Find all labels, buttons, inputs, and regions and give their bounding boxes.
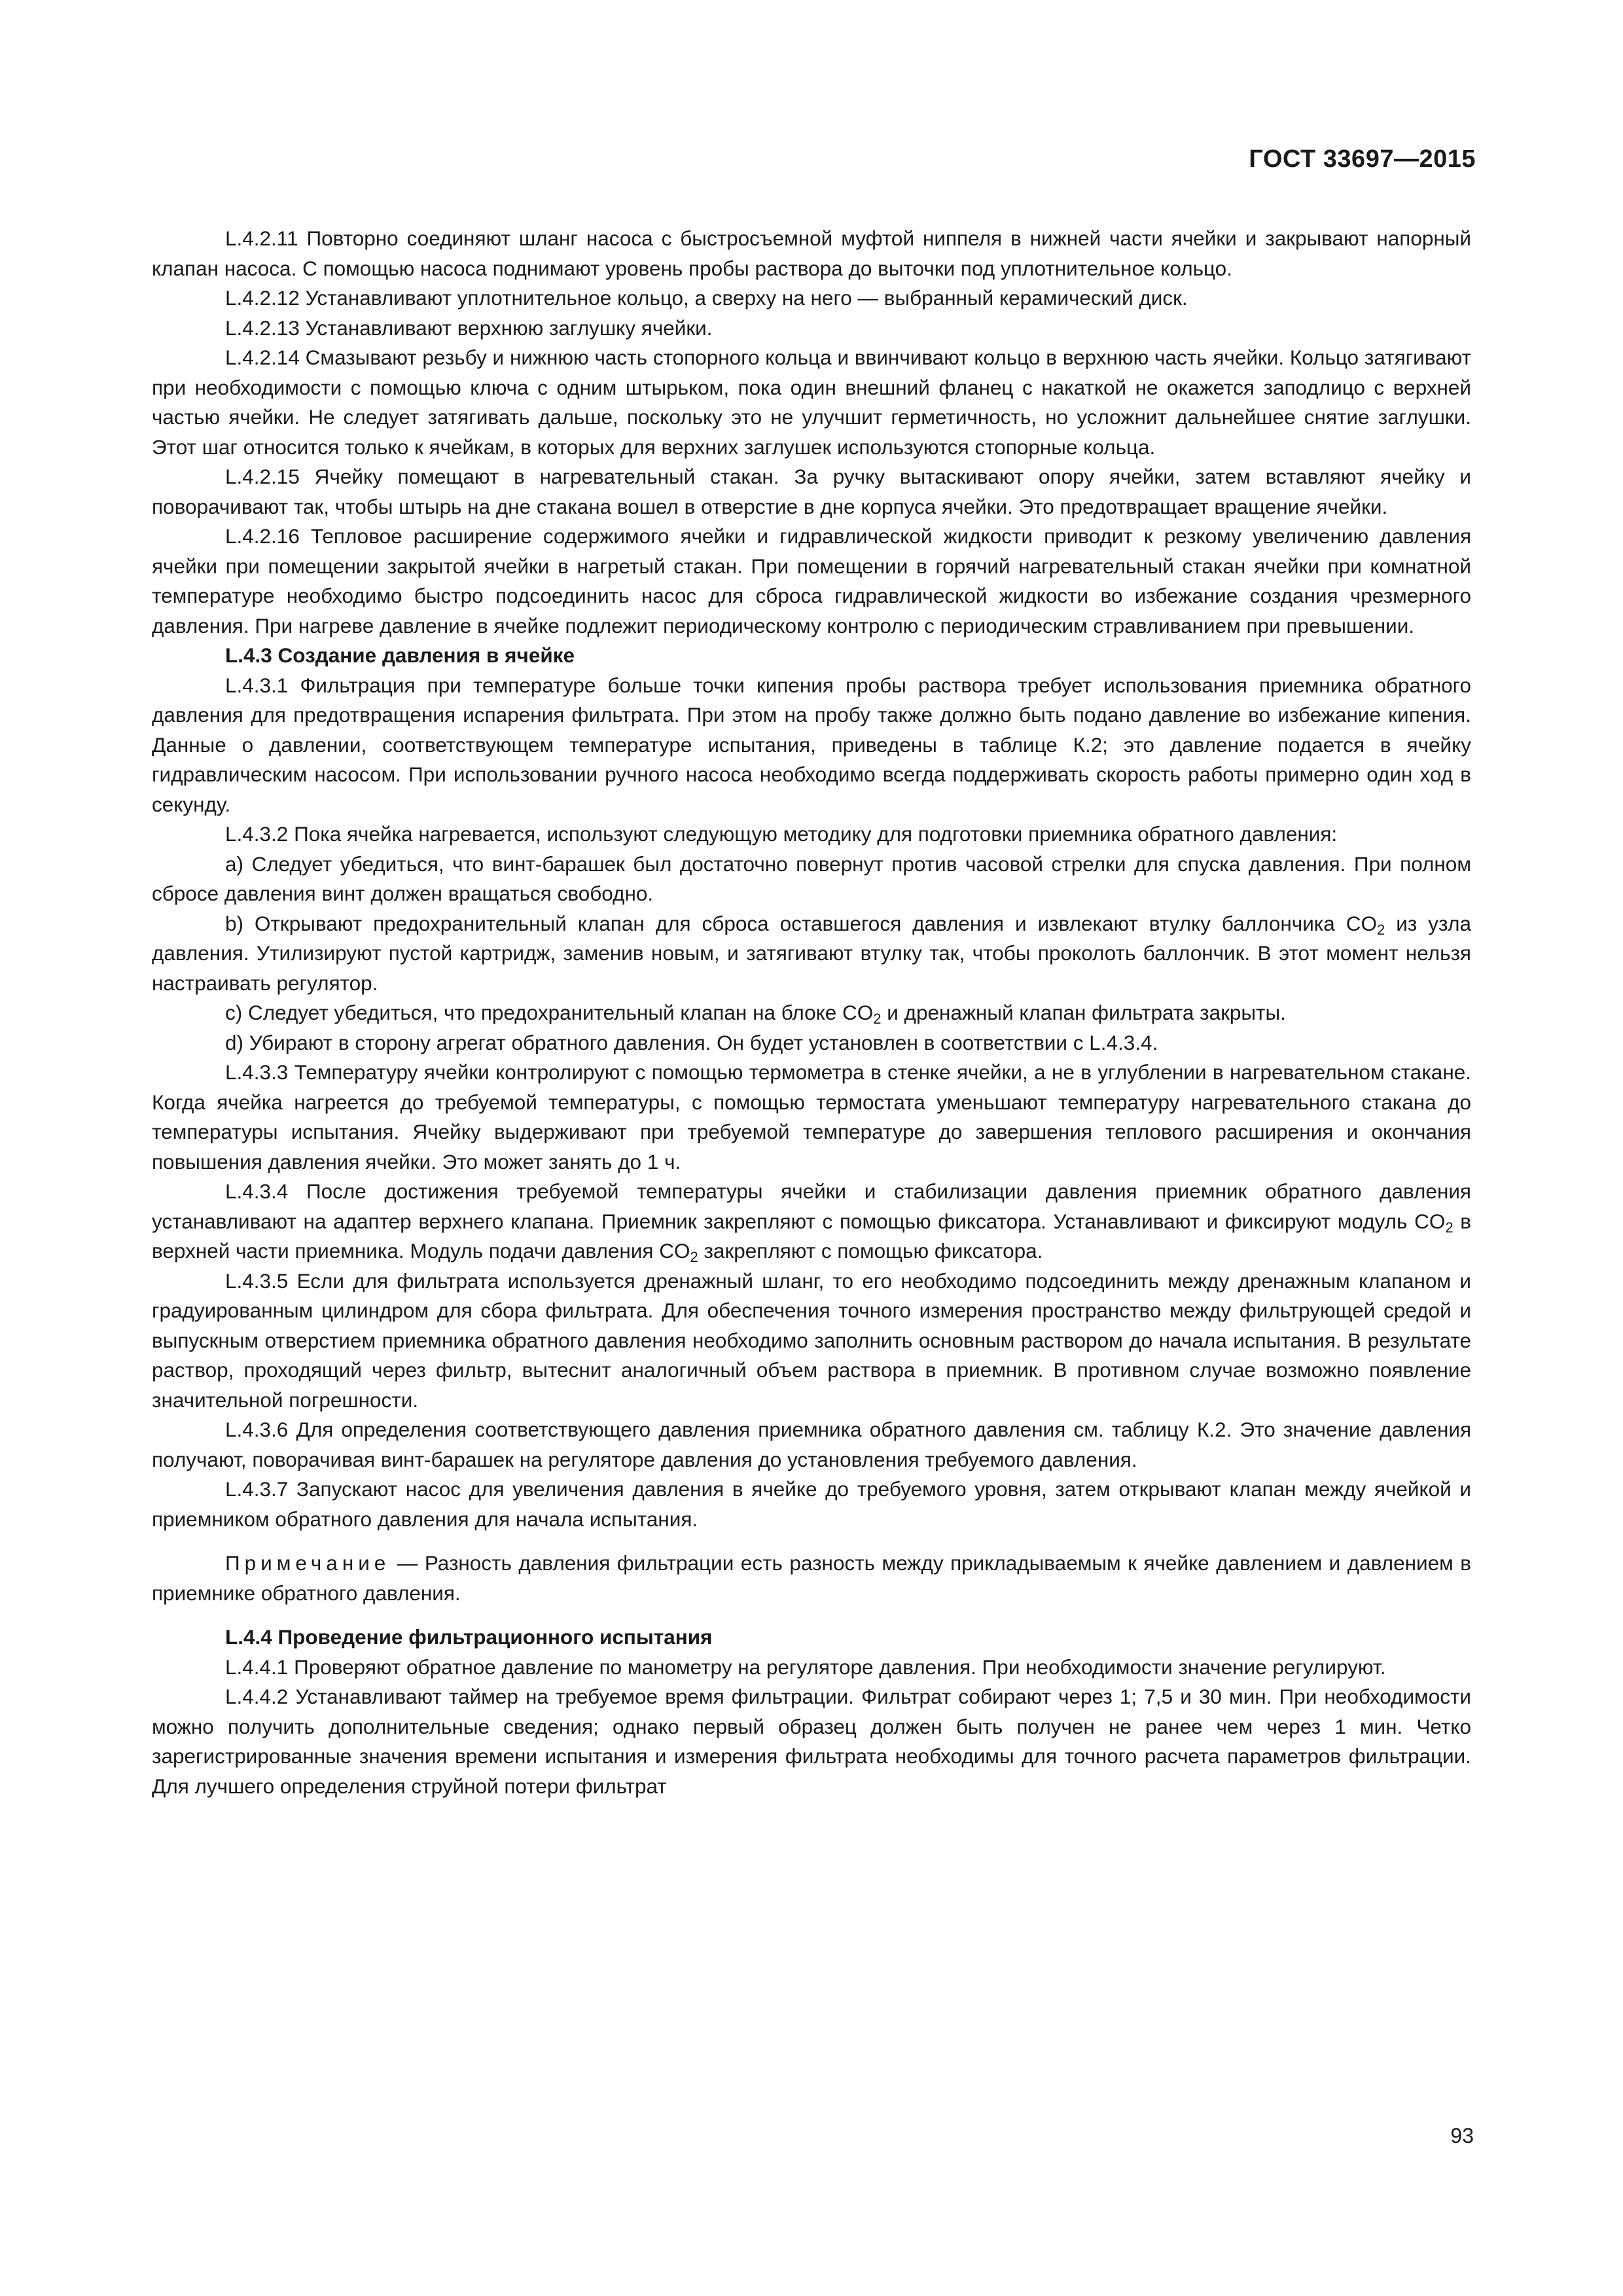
co2-subscript: 2 [1377, 921, 1385, 938]
paragraph-l-4-3-2: L.4.3.2 Пока ячейка нагревается, используют следующую методику для подготовки приемника обратного давления: [225, 822, 1338, 846]
paragraph-l-4-4-2: L.4.4.2 Устанавливают таймер на требуемое время фильтрации. Фильтрат собирают через 1; 7,5 и 30 мин. При необходимости можно получить дополнительные сведения; однако первый образец должен быть получен не ранее чем через 1 мин. Четко зарегистрированные значения времени испытания и измерения фильтрата необходимы для точного расчета параметров фильтрации. Для лучшего определения струйной потери фильтрат [152, 1685, 1471, 1798]
section-heading-l-4-3: L.4.3 Создание давления в ячейке [225, 643, 575, 667]
list-item-c-part-2: и дренажный клапан фильтрата закрыты. [881, 1001, 1286, 1024]
co2-subscript: 2 [873, 1011, 882, 1027]
co2-subscript: 2 [690, 1249, 698, 1265]
paragraph-l-4-3-7: L.4.3.7 Запускают насос для увеличения давления в ячейке до требуемого уровня, затем открывают клапан между ячейкой и приемником обратного давления для начала испытания. [152, 1477, 1471, 1531]
paragraph-l-4-2-13: L.4.2.13 Устанавливают верхнюю заглушку ячейки. [225, 315, 713, 340]
list-item-b [152, 909, 1471, 999]
paragraph-l-4-2-15: L.4.2.15 Ячейку помещают в нагревательный стакан. За ручку вытаскивают опору ячейки, затем вставляют ячейку и поворачивают так, чтобы штырь на дне стакана вошел в отверстие в дне корпуса ячейки. Это предотвращает вращение ячейки. [152, 465, 1471, 518]
paragraph-l-4-3-5: L.4.3.5 Если для фильтрата используется дренажный шланг, то его необходимо подсоединить между дренажным клапаном и градуированным цилиндром для сбора фильтрата. Для обеспечения точного измерения пространство между фильтрующей средой и выпускным отверстием приемника обратного давления необходимо заполнить основным раствором до начала испытания. В результате раствор, проходящий через фильтр, вытеснит аналогичный объем раствора в приемник. В противном случае возможно появление значительной погрешности. [152, 1268, 1471, 1412]
list-item-b-part-1: b) Открывают предохранительный клапан для сброса оставшегося давления и извлекают втулку баллончика CO [225, 911, 1378, 935]
paragraph-l-4-4-1: L.4.4.1 Проверяют обратное давление по манометру на регуляторе давления. При необходимости значение регулируют. [225, 1655, 1386, 1679]
paragraph-l-4-3-4-part-3: закрепляют с помощью фиксатора. [698, 1239, 1043, 1263]
list-item-b-part-2: из узла давления. Утилизируют пустой картридж, заменив новым, и затягивают втулку так, чтобы проколоть баллончик. В этот момент нельзя настраивать регулятор. [152, 911, 1471, 995]
list-item-c [152, 998, 1471, 1028]
note-text: — Разность давления фильтрации есть разность между прикладываемым к ячейке давлением и давлением в приемнике обратного давления. [152, 1551, 1471, 1605]
paragraph-l-4-3-4 [152, 1177, 1471, 1266]
list-item-d: d) Убирают в сторону агрегат обратного давления. Он будет установлен в соответствии с L.4.3.4. [225, 1030, 1158, 1054]
list-item-a: a) Следует убедиться, что винт-барашек был достаточно повернут против часовой стрелки для спуска давления. При полном сбросе давления винт должен вращаться свободно. [152, 852, 1471, 905]
section-heading-l-4-4: L.4.4 Проведение фильтрационного испытания [225, 1625, 713, 1649]
standard-header: ГОСТ 33697—2015 [1249, 145, 1476, 173]
paragraph-l-4-3-1: L.4.3.1 Фильтрация при температуре больше точки кипения пробы раствора требует использования приемника обратного давления для предотвращения испарения фильтрата. При этом на пробу также должно быть подано давление во избежание кипения. Данные о давлении, соответствующем температуре испытания, приведены в таблице К.2; это давление подается в ячейку гидравлическим насосом. При использовании ручного насоса необходимо всегда поддерживать скорость работы примерно один ход в секунду. [152, 673, 1471, 816]
page-content [152, 224, 1471, 1801]
paragraph-l-4-3-6: L.4.3.6 Для определения соответствующего давления приемника обратного давления см. таблицу К.2. Это значение давления получают, поворачивая винт-барашек на регуляторе давления до установления требуемого давления. [152, 1418, 1471, 1471]
note-label: Примечание [225, 1551, 391, 1575]
co2-subscript: 2 [1445, 1219, 1454, 1236]
paragraph-l-4-3-3: L.4.3.3 Температуру ячейки контролируют с помощью термометра в стенке ячейки, а не в углублении в нагревательном стакане. Когда ячейка нагреется до требуемой температуры, с помощью термостата уменьшают температуру нагревательного стакана до температуры испытания. Ячейку выдерживают при требуемой температуре до завершения теплового расширения и окончания повышения давления ячейки. Это может занять до 1 ч. [152, 1060, 1471, 1174]
paragraph-l-4-2-14: L.4.2.14 Смазывают резьбу и нижнюю часть стопорного кольца и ввинчивают кольцо в верхнюю часть ячейки. Кольцо затягивают при необходимости с помощью ключа с одним штырьком, пока один внешний фланец с накаткой не окажется заподлицо с верхней частью ячейки. Не следует затягивать дальше, поскольку это не улучшит герметичность, но усложнит дальнейшее снятие заглушки. Этот шаг относится только к ячейкам, в которых для верхних заглушек используются стопорные кольца. [152, 346, 1471, 459]
paragraph-l-4-3-4-part-2: в верхней части приемника. Модуль подачи давления CO [152, 1209, 1471, 1263]
paragraph-l-4-2-16: L.4.2.16 Тепловое расширение содержимого ячейки и гидравлической жидкости приводит к резкому увеличению давления ячейки при помещении закрытой ячейки в нагретый стакан. При помещении в горячий нагревательный стакан ячейки при комнатной температуре необходимо быстро подсоединить насос для сброса гидравлической жидкости во избежание создания чрезмерного давления. При нагреве давление в ячейке подлежит периодическому контролю с периодическим стравливанием при превышении. [152, 524, 1471, 637]
paragraph-l-4-2-12: L.4.2.12 Устанавливают уплотнительное кольцо, а сверху на него — выбранный керамический диск. [225, 286, 1188, 310]
page-number: 93 [1450, 2124, 1474, 2147]
paragraph-l-4-3-4-part-1: L.4.3.4 После достижения требуемой температуры ячейки и стабилизации давления приемник обратного давления устанавливают на адаптер верхнего клапана. Приемник закрепляют с помощью фиксатора. Устанавливают и фиксируют модуль CO [152, 1179, 1471, 1233]
list-item-c-part-1: c) Следует убедиться, что предохранительный клапан на блоке CO [225, 1001, 874, 1024]
paragraph-l-4-2-11: L.4.2.11 Повторно соединяют шланг насоса с быстросъемной муфтой ниппеля в нижней части ячейки и закрывают напорный клапан насоса. С помощью насоса поднимают уровень пробы раствора до выточки под уплотнительное кольцо. [152, 226, 1471, 280]
note-paragraph [152, 1549, 1471, 1608]
